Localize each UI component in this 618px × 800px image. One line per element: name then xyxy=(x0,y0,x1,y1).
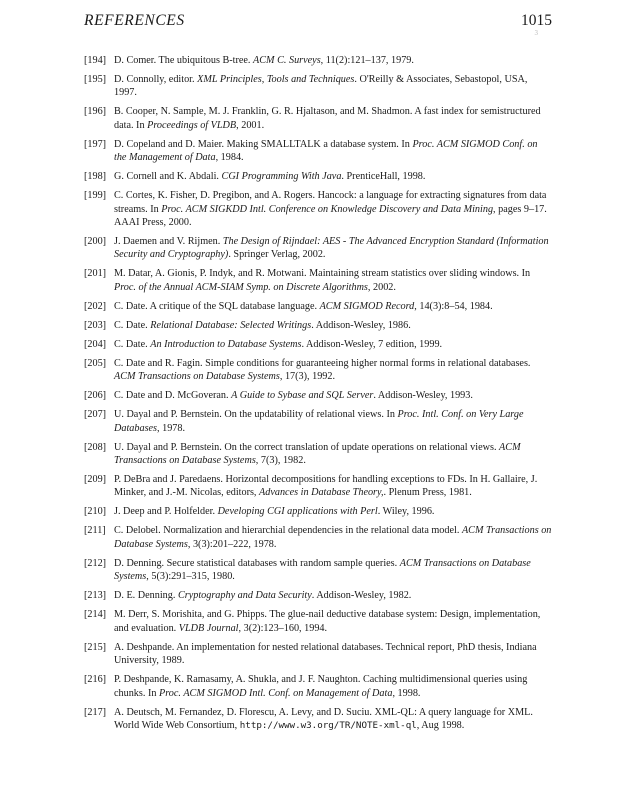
reference-entry xyxy=(84,505,552,518)
reference-segment: C. Cortes, K. Fisher, D. Pregibon, and A. Rogers. Hancock: a language for extracting signatures from data streams. In xyxy=(114,190,547,215)
reference-title: ACM Transactions on Database Systems xyxy=(114,557,531,583)
reference-segment: , 14(3):8–54, 1984. xyxy=(414,300,493,312)
reference-entry xyxy=(84,524,552,551)
reference-title: Relational Database: Selected Writings xyxy=(150,319,312,331)
page-mark: 3 xyxy=(534,29,538,37)
reference-text xyxy=(114,525,551,549)
reference-text xyxy=(114,674,527,698)
reference-segment: P. DeBra and J. Paredaens. Horizontal decompositions for handling exceptions to FDs. In H. Gallaire, J. Minker, and J.-M. Nicolas, editors, xyxy=(114,474,538,499)
reference-segment: M. Derr, S. Morishita, and G. Phipps. The glue-nail deductive database system: Design, implementation, and evaluation. xyxy=(114,609,541,634)
reference-entry xyxy=(84,54,552,67)
reference-number: [214] xyxy=(84,609,107,621)
reference-title: Advances in Database Theory, xyxy=(259,487,384,499)
reference-number: [196] xyxy=(84,106,107,118)
reference-text xyxy=(114,358,530,382)
reference-segment: C. Delobel. Normalization and hierarchial dependencies in the relational data model. xyxy=(114,525,462,537)
running-head-title: REFERENCES xyxy=(84,12,185,29)
reference-title: An Introduction to Database Systems xyxy=(150,338,302,350)
reference-title: ACM Transactions on Database Systems xyxy=(114,525,552,550)
reference-segment: , 3(3):201–222, 1978. xyxy=(187,538,277,550)
page-number: 1015 xyxy=(521,12,552,29)
reference-title: Proceedings of VLDB xyxy=(147,119,237,131)
reference-title: Proc. ACM SIGMOD Conf. on the Management of Data xyxy=(114,138,538,164)
reference-title: Proc. ACM SIGKDD Intl. Conference on Knowledge Discovery and Data Mining xyxy=(161,203,494,215)
reference-number: [207] xyxy=(84,409,107,421)
reference-segment: D. Comer. The ubiquitous B-tree. xyxy=(114,55,254,66)
reference-title: ACM Transactions on Database Systems xyxy=(114,441,521,467)
reference-segment: , pages 9–17. AAAI Press, 2000. xyxy=(114,203,547,229)
page-header xyxy=(84,12,552,36)
reference-text xyxy=(114,171,425,182)
reference-text xyxy=(114,74,527,98)
reference-number: [209] xyxy=(84,474,107,486)
reference-number: [215] xyxy=(84,641,107,653)
reference-text xyxy=(114,139,538,163)
reference-list xyxy=(84,54,552,738)
reference-segment: U. Dayal and P. Bernstein. On the updatability of relational views. In xyxy=(114,409,398,421)
reference-number: [194] xyxy=(84,55,107,66)
reference-number: [213] xyxy=(84,590,107,602)
reference-segment: , 2001. xyxy=(236,119,265,131)
reference-text xyxy=(114,558,531,582)
reference-segment: D. Connolly, editor. xyxy=(114,74,198,85)
reference-title: XML Principles, Tools and Techniques xyxy=(197,74,355,85)
reference-segment: . PrenticeHall, 1998. xyxy=(341,171,426,183)
reference-title: CGI Programming With Java xyxy=(221,171,342,183)
reference-text xyxy=(114,236,549,260)
reference-text xyxy=(114,506,434,517)
reference-segment: , 5(3):291–315, 1980. xyxy=(146,571,235,583)
reference-entry xyxy=(84,235,552,262)
reference-entry xyxy=(84,138,552,165)
reference-number: [216] xyxy=(84,674,107,686)
reference-segment: G. Cornell and K. Abdali. xyxy=(114,171,222,183)
reference-segment: . Addison-Wesley, 1993. xyxy=(373,390,473,402)
reference-number: [200] xyxy=(84,236,107,248)
reference-entry xyxy=(84,357,552,384)
reference-title: The Design of Rijndael: AES - The Advanced Encryption Standard (Information Security and Cryptography) xyxy=(114,236,549,261)
reference-segment: , 1978. xyxy=(157,422,186,434)
reference-entry xyxy=(84,608,552,635)
reference-segment: C. Date. xyxy=(114,338,151,350)
reference-title: Proc. ACM SIGMOD Intl. Conf. on Management of Data xyxy=(159,687,393,699)
reference-text xyxy=(114,339,442,350)
reference-number: [212] xyxy=(84,557,107,569)
reference-text xyxy=(114,642,537,666)
reference-entry xyxy=(84,338,552,351)
reference-title: Developing CGI applications with Perl xyxy=(217,506,378,518)
reference-text xyxy=(114,301,493,312)
reference-segment: D. E. Denning. xyxy=(114,590,178,602)
reference-text xyxy=(114,590,411,601)
reference-entry xyxy=(84,473,552,500)
reference-number: [217] xyxy=(84,706,107,718)
reference-segment: . Plenum Press, 1981. xyxy=(383,487,472,499)
reference-title: Proc. Intl. Conf. on Very Large Databases xyxy=(114,409,524,434)
reference-segment: D. Copeland and D. Maier. Making SMALLTALK a database system. In xyxy=(114,138,413,150)
reference-segment: . Addison-Wesley, 7 edition, 1999. xyxy=(301,338,443,350)
reference-segment: , 17(3), 1992. xyxy=(279,371,336,383)
reference-url[interactable]: http://www.w3.org/TR/NOTE-xml-ql xyxy=(239,719,417,731)
reference-segment: , 7(3), 1982. xyxy=(255,455,306,467)
reference-entry xyxy=(84,319,552,332)
reference-text xyxy=(114,106,541,130)
reference-text xyxy=(114,190,547,228)
reference-segment: M. Datar, A. Gionis, P. Indyk, and R. Motwani. Maintaining stream statistics over sliding windows. In xyxy=(114,268,531,280)
reference-segment: . O'Reilly & Associates, Sebastopol, USA, 1997. xyxy=(114,74,528,99)
reference-entry xyxy=(84,189,552,229)
reference-entry xyxy=(84,170,552,183)
reference-segment: P. Deshpande, K. Ramasamy, A. Shukla, and J. F. Naughton. Caching multidimensional queries using chunks. In xyxy=(114,674,528,699)
reference-entry xyxy=(84,300,552,313)
reference-entry xyxy=(84,673,552,700)
reference-segment: . Addison-Wesley, 1986. xyxy=(311,319,411,331)
reference-segment: , 1998. xyxy=(392,687,421,699)
reference-segment: J. Daemen and V. Rijmen. xyxy=(114,236,223,248)
reference-number: [201] xyxy=(84,268,107,280)
reference-segment: . Springer Verlag, 2002. xyxy=(228,249,326,261)
reference-number: [206] xyxy=(84,390,107,402)
reference-segment: C. Date. xyxy=(114,319,151,331)
reference-segment: U. Dayal and P. Bernstein. On the correct translation of update operations on relational views. xyxy=(114,441,500,453)
reference-segment: A. Deutsch, M. Fernandez, D. Florescu, A. Levy, and D. Suciu. XML-QL: A query language for XML. World Wide Web Consortium, xyxy=(114,706,533,731)
reference-entry xyxy=(84,706,552,733)
reference-segment: , 2002. xyxy=(367,281,396,293)
reference-title: A Guide to Sybase and SQL Server xyxy=(231,390,374,402)
reference-text xyxy=(114,609,540,633)
reference-number: [202] xyxy=(84,300,107,312)
reference-text xyxy=(114,320,411,331)
reference-entry xyxy=(84,589,552,602)
reference-entry xyxy=(84,389,552,402)
reference-segment: , 3(2):123–160, 1994. xyxy=(238,622,328,634)
reference-number: [205] xyxy=(84,357,107,369)
reference-segment: C. Date and R. Fagin. Simple conditions for guaranteeing higher normal forms in relational databases. xyxy=(114,357,531,369)
reference-entry xyxy=(84,267,552,294)
reference-title: VLDB Journal xyxy=(178,622,239,634)
reference-segment: J. Deep and P. Holfelder. xyxy=(114,506,218,518)
reference-entry xyxy=(84,73,552,100)
reference-text xyxy=(114,474,537,498)
reference-number: [198] xyxy=(84,171,107,183)
reference-title: ACM Transactions on Database Systems xyxy=(114,371,280,383)
reference-number: [203] xyxy=(84,319,107,331)
reference-segment: C. Date and D. McGoveran. xyxy=(114,390,232,402)
reference-entry xyxy=(84,105,552,132)
reference-text xyxy=(114,268,530,292)
reference-segment: B. Cooper, N. Sample, M. J. Franklin, G. R. Hjaltason, and M. Shadmon. A fast index for semistructured data. In xyxy=(114,106,541,131)
reference-title: Proc. of the Annual ACM-SIAM Symp. on Discrete Algorithms xyxy=(114,281,368,293)
reference-entry xyxy=(84,557,552,584)
reference-entry xyxy=(84,641,552,668)
reference-title: ACM C. Surveys xyxy=(253,55,321,66)
reference-title: Cryptography and Data Security xyxy=(177,590,312,602)
reference-segment: C. Date. A critique of the SQL database language. xyxy=(114,300,320,312)
reference-number: [199] xyxy=(84,190,107,202)
reference-number: [204] xyxy=(84,338,107,350)
reference-title: ACM SIGMOD Record xyxy=(319,300,415,312)
reference-entry xyxy=(84,408,552,435)
reference-text xyxy=(114,390,473,401)
reference-segment: . Wiley, 1996. xyxy=(377,506,435,518)
reference-number: [211] xyxy=(84,525,106,537)
reference-number: [195] xyxy=(84,74,107,85)
reference-number: [210] xyxy=(84,506,107,518)
reference-text xyxy=(114,442,521,466)
reference-segment: . Addison-Wesley, 1982. xyxy=(311,590,412,602)
reference-entry xyxy=(84,441,552,468)
reference-text xyxy=(114,707,533,731)
reference-text xyxy=(114,55,414,66)
reference-segment: A. Deshpande. An implementation for nested relational databases. Technical report, PhD thesis, Indiana University, 1989. xyxy=(114,641,537,667)
reference-text xyxy=(114,409,524,433)
reference-number: [197] xyxy=(84,138,107,150)
reference-number: [208] xyxy=(84,441,107,453)
reference-segment: D. Denning. Secure statistical databases with random sample queries. xyxy=(114,557,400,569)
reference-segment: , Aug 1998. xyxy=(416,719,465,731)
reference-segment: , 11(2):121–137, 1979. xyxy=(320,55,414,66)
reference-segment: , 1984. xyxy=(215,152,244,164)
